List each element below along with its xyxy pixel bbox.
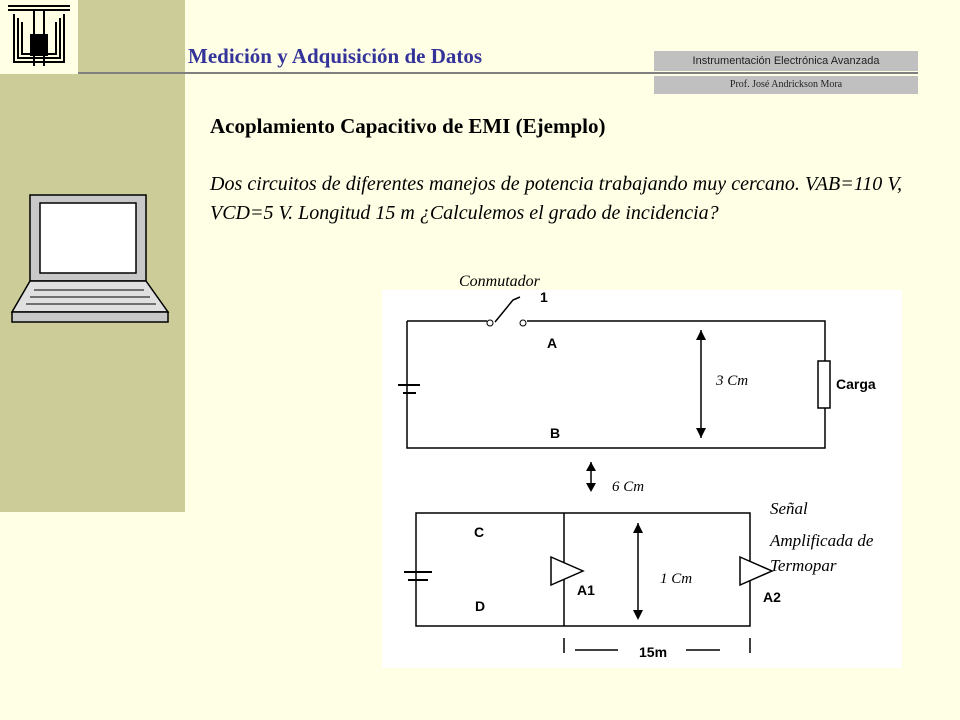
amp2-label: A2 [763, 589, 781, 605]
switch-number-label: 1 [540, 289, 548, 305]
course-title: Medición y Adquisición de Datos [188, 44, 483, 68]
bottom-distance-label: 1 Cm [660, 571, 693, 587]
node-b-label: B [550, 425, 561, 441]
signal-label-line2: Amplificada de [770, 531, 874, 550]
gap-distance-label: 6 Cm [612, 479, 645, 495]
signal-label-line1: Señal [770, 499, 808, 518]
node-d-label: D [475, 598, 486, 614]
switch-label: Conmutador [459, 273, 540, 290]
load-label: Carga [836, 376, 876, 392]
node-c-label: C [474, 524, 485, 540]
switch-contact-open [487, 320, 493, 326]
top-distance-label: 3 Cm [716, 373, 749, 389]
slide-title: Acoplamiento Capacitivo de EMI (Ejemplo) [210, 114, 606, 138]
amp1-label: A1 [577, 582, 595, 598]
node-a-label: A [547, 335, 558, 351]
length-label: 15m [639, 644, 668, 660]
course-badge: Instrumentación Electrónica Avanzada [654, 51, 918, 71]
signal-label-line3: Termopar [770, 556, 837, 575]
slide-body: Dos circuitos de diferentes manejos de potencia trabajando muy cercano. VAB=110 V, VCD=5 V. Longitud 15 m ¿Calculemos el grado de incidencia? [210, 173, 902, 224]
professor-badge: Prof. José Andrickson Mora [654, 76, 918, 94]
switch-contact-closed [520, 320, 526, 326]
